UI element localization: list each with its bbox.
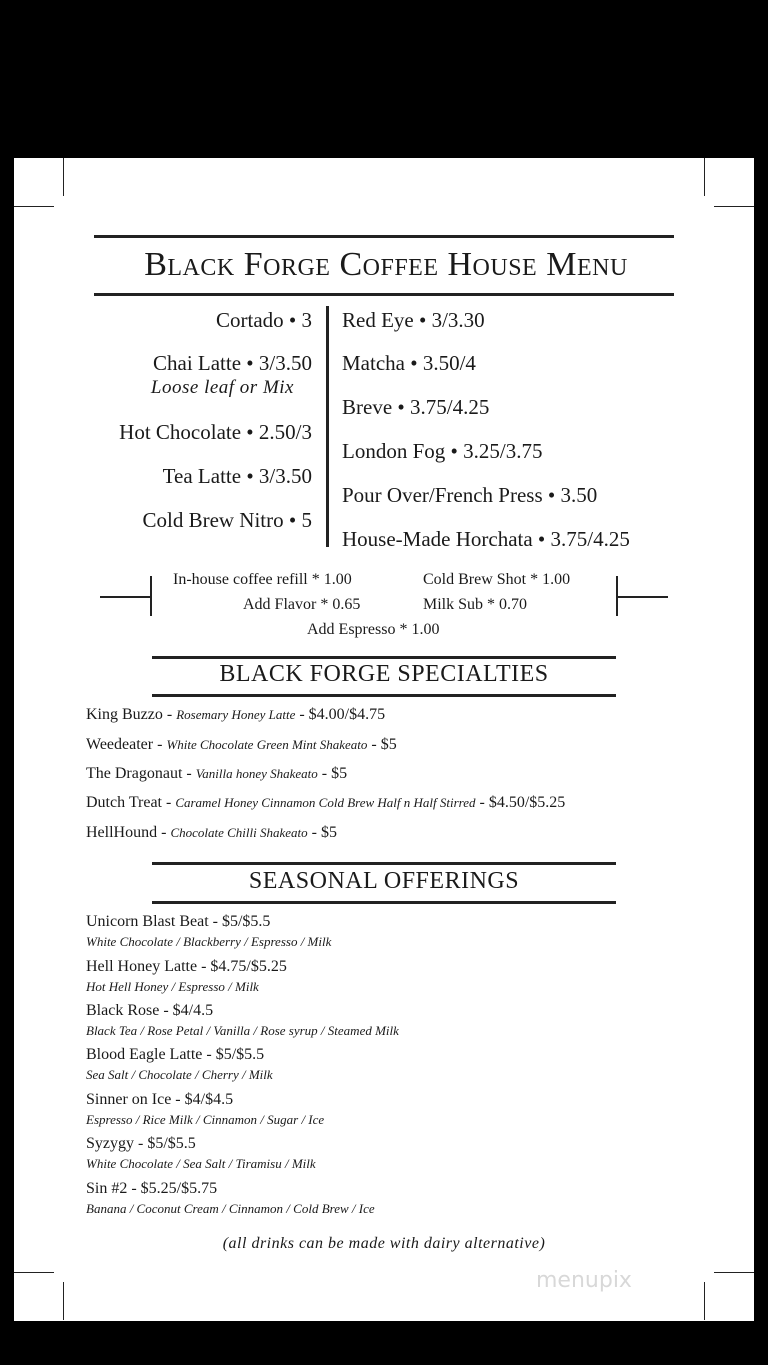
specialty-name: The Dragonaut - (86, 765, 196, 782)
extras-bracket-left-h (100, 596, 150, 598)
specialty-item (86, 765, 347, 783)
specialty-name: HellHound - (86, 824, 171, 841)
specialty-price: - $5 (367, 736, 397, 753)
seasonal-rule-bottom (152, 901, 616, 904)
seasonal-item-name: Hell Honey Latte - $4.75/$5.25 (86, 958, 287, 975)
menu-item-tea-latte: Tea Latte • 3/3.50 (162, 464, 312, 488)
extra-coffee-refill: In-house coffee refill * 1.00 (173, 571, 352, 588)
crop-mark-bottom-left-h (14, 1272, 54, 1273)
seasonal-item-name: Black Rose - $4/4.5 (86, 1002, 214, 1019)
specialty-price: - $4.00/$4.75 (295, 706, 386, 723)
extras-bracket-right-h (618, 596, 668, 598)
specialty-item (86, 736, 397, 754)
watermark: menupix (536, 1268, 632, 1293)
menu-item-hot-chocolate: Hot Chocolate • 2.50/3 (119, 420, 312, 444)
menu-item-matcha: Matcha • 3.50/4 (342, 351, 476, 375)
crop-mark-top-right-h (714, 206, 754, 207)
crop-mark-bottom-left-v (63, 1282, 64, 1320)
seasonal-item-ingredients: Black Tea / Rose Petal / Vanilla / Rose syrup / Steamed Milk (86, 1023, 399, 1038)
seasonal-item-name: Unicorn Blast Beat - $5/$5.5 (86, 913, 271, 930)
seasonal-item-name: Sinner on Ice - $4/$4.5 (86, 1091, 234, 1108)
menu-item-breve: Breve • 3.75/4.25 (342, 395, 490, 419)
seasonal-heading: SEASONAL OFFERINGS (248, 868, 520, 894)
title-rule-top (94, 235, 674, 238)
specialty-name: King Buzzo - (86, 706, 177, 723)
seasonal-item-ingredients: White Chocolate / Blackberry / Espresso / Milk (86, 934, 332, 949)
menu-item-pour-over: Pour Over/French Press • 3.50 (342, 483, 598, 507)
specialty-description: Vanilla honey Shakeato (195, 766, 318, 781)
seasonal-item-ingredients: Espresso / Rice Milk / Cinnamon / Sugar / Ice (86, 1112, 325, 1127)
specialties-rule-top (152, 656, 616, 659)
crop-mark-bottom-right-h (714, 1272, 754, 1273)
menu-item-chai-latte: Chai Latte • 3/3.50 (153, 351, 312, 375)
specialty-price: - $5 (307, 824, 337, 841)
specialty-description: White Chocolate Green Mint Shakeato (166, 737, 368, 752)
specialty-description: Rosemary Honey Latte (176, 707, 296, 722)
menu-title: Black Forge Coffee House Menu (144, 246, 628, 283)
extras-bracket-left-v (150, 576, 152, 616)
seasonal-item-ingredients: White Chocolate / Sea Salt / Tiramisu / Milk (86, 1156, 316, 1171)
crop-mark-bottom-right-v (704, 1282, 705, 1320)
specialty-price: - $4.50/$5.25 (475, 794, 566, 811)
menu-item-london-fog: London Fog • 3.25/3.75 (342, 439, 543, 463)
specialty-description: Chocolate Chilli Shakeato (170, 825, 308, 840)
specialty-item (86, 706, 385, 724)
seasonal-item-ingredients: Sea Salt / Chocolate / Cherry / Milk (86, 1067, 273, 1082)
specialty-name: Dutch Treat - (86, 794, 176, 811)
extra-milk-sub: Milk Sub * 0.70 (423, 596, 528, 613)
specialty-name: Weedeater - (86, 736, 167, 753)
menu-item-red-eye: Red Eye • 3/3.30 (342, 308, 485, 332)
seasonal-item-name: Sin #2 - $5.25/$5.75 (86, 1180, 218, 1197)
menu-item-cold-brew-nitro: Cold Brew Nitro • 5 (142, 508, 312, 532)
specialty-item (86, 794, 565, 812)
seasonal-item-ingredients: Hot Hell Honey / Espresso / Milk (86, 979, 259, 994)
extra-add-espresso: Add Espresso * 1.00 (307, 621, 440, 638)
menu-item-horchata: House-Made Horchata • 3.75/4.25 (342, 527, 630, 551)
specialty-description: Caramel Honey Cinnamon Cold Brew Half n Half Stirred (175, 795, 476, 810)
specialty-item (86, 824, 337, 842)
crop-mark-top-left-v (63, 158, 64, 196)
seasonal-item-ingredients: Banana / Coconut Cream / Cinnamon / Cold Brew / Ice (86, 1201, 375, 1216)
menu-item-chai-latte-note: Loose leaf or Mix (150, 377, 294, 398)
seasonal-rule-top (152, 862, 616, 865)
dairy-alternative-note: (all drinks can be made with dairy alternative) (222, 1235, 546, 1252)
crop-mark-top-left-h (14, 206, 54, 207)
specialties-rule-bottom (152, 694, 616, 697)
seasonal-item-name: Blood Eagle Latte - $5/$5.5 (86, 1046, 265, 1063)
menu-item-cortado: Cortado • 3 (215, 308, 312, 332)
title-rule-bottom (94, 293, 674, 296)
specialties-heading: BLACK FORGE SPECIALTIES (219, 661, 549, 687)
extra-add-flavor: Add Flavor * 0.65 (243, 596, 361, 613)
crop-mark-top-right-v (704, 158, 705, 196)
column-divider (326, 306, 329, 547)
extra-cold-brew-shot: Cold Brew Shot * 1.00 (423, 571, 571, 588)
specialty-price: - $5 (317, 765, 348, 782)
seasonal-item-name: Syzygy - $5/$5.5 (86, 1135, 196, 1152)
